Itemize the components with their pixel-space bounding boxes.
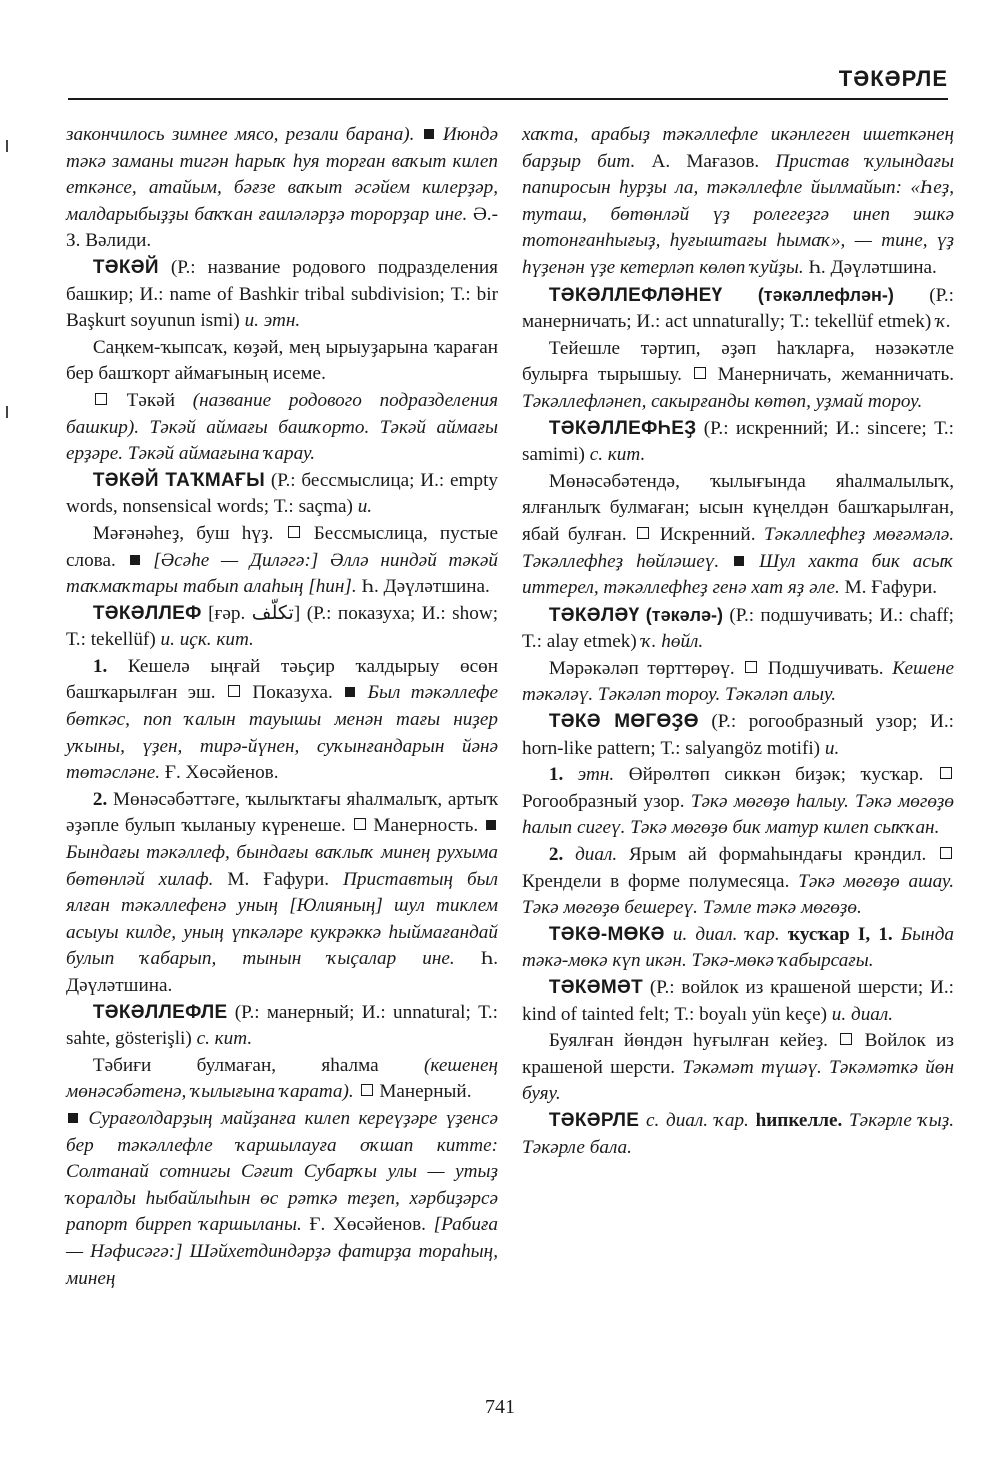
- example-text: Бында тәкә-мөкә күп икән. Тәкә-мөкә ҡабырсағы.: [522, 923, 954, 972]
- usage-label: этн.: [577, 764, 615, 786]
- example-text: Тәкәй аймағы башҡорто. Тәкәй аймағы ерҙәре. Тәкәй аймағына ҡарау.: [66, 416, 498, 465]
- running-header: [68, 62, 948, 100]
- white-square-icon: [637, 527, 649, 539]
- citation-author: М. Ғафури.: [844, 577, 938, 599]
- grammar-label: и.: [824, 737, 840, 759]
- translations: (Р.: искренний; И.: sincere; Т.: samimi): [522, 417, 954, 466]
- example-text: [Рабиға — Нәфисәгә:] Шәйхетдиндәрҙә фатирҙа тораһың, минең: [66, 1214, 499, 1289]
- running-head-word: ТӘКӘРЛЕ: [838, 66, 948, 91]
- margin-mark: [6, 140, 8, 152]
- sense-2: 2. диал. Ярым ай формаһындағы крәндил. Крендели в форме полумесяца. Тәкә мөгөҙө ашау. Тәкә мөгөҙө бешереү. Тәмле тәкә мөгөҙө.: [522, 844, 955, 919]
- grammar-label: с. кит.: [196, 1028, 253, 1050]
- white-square-icon: [940, 847, 952, 859]
- headword: ТӘКӘЛЛЕФ: [92, 602, 202, 624]
- example-text: [Әсәһе — Диләгә:] Әллә ниндәй тәкәй таҡмаҡтары табып алаһың [һин].: [66, 549, 498, 598]
- definition: Мәғәнәһеҙ, буш һүҙ. Бессмыслица, пустые слова. [Әсәһе — Диләгә:] Әллә ниндәй тәкәй таҡмаҡтары табып алаһың [һин]. Һ. Дәүләтшина.: [66, 522, 499, 598]
- definition: Тейешле тәртип, әҙәп һаҡларға, нәзәкәтле булырға тырышыу. Манерничать, жеманничать. Тәкәллефләнеп, сакырғанды көтөп, уҙмай тороу.: [522, 337, 954, 412]
- example-text: Тәкәрле ҡыҙ. Тәкәрле бала.: [522, 1109, 955, 1158]
- entry-taka-mogozo: [522, 709, 954, 762]
- headword: ТӘКӘ МӨГӨҘӨ: [548, 711, 699, 733]
- white-square-icon: [840, 1033, 852, 1045]
- black-square-icon: [130, 555, 140, 565]
- entry-takallefhez: [522, 416, 954, 469]
- entry-takallef: [66, 601, 498, 654]
- etymology: [ғәр. تكلّف]: [208, 602, 301, 624]
- translations: (Р.: показуха; И.: show; Т.: tekellüf): [66, 602, 499, 651]
- translations: (Р.: подшучивать; И.: chaff; Т.: alay etmek): [522, 604, 955, 653]
- translations: (Р.: рогообразный узор; И.: horn-like pattern; Т.: salyangöz motifi): [522, 711, 955, 759]
- sense-2: 2. Мөнәсәбәттәге, ҡылыҡтағы яһалмалыҡ, артыҡ әҙәпле булып ҡыланыу күренеше. Манерность. Бындағы тәкәллеф, бындағы ваҡлыҡ минең рухыма бөтөнләй хилаф. М. Ғафури. Приставтың был ялған тәкәллефенә уның [Юлияның] шул тиклем асыуы килде, уның үпкәләре кукрәккә һыймағандай булып ҡабарып, тынын ҡыҫалар ине. Һ. Дәүләтшина.: [66, 788, 499, 996]
- example-block: [66, 1106, 498, 1292]
- black-square-icon: [424, 129, 434, 139]
- example-text: Пристав ҡулындағы папиросын һурҙы ла, тәкәллефле йылмайып: «Һеҙ, туташ, бөтөнләй үҙ ролегеҙгә инеп эшкә тотонғанһығыҙ, һуғыштағы һымаҡ», — тине, үҙ һүҙенән үҙе кетерләп көлөп ҡуйҙы.: [522, 150, 955, 278]
- example-text: Шул хакта бик асыҡ иттерел, тәкәллефһеҙ генә хат яҙ әле.: [522, 550, 954, 599]
- right-column: [522, 122, 954, 1161]
- definition: Мәрәкәләп төрттөрөү. Подшучивать. Кешене тәкәләү. Тәкәләп тороу. Тәкәләп алыу.: [522, 657, 955, 706]
- grammar-label: с. диал. ҡар.: [645, 1109, 749, 1131]
- example-text: хаҡта, арабыҙ тәкәллефле икәнлеген ишеткәнең барҙыр бит.: [522, 124, 954, 172]
- headword: ТӘКӘЛЛЕФҺЕҘ: [548, 417, 697, 439]
- verb-stem: (тәкәллефлән-): [757, 284, 894, 305]
- example-text: Сурағолдарҙың майҙанға килеп кереүҙәре үҙенсә бер тәкәллефле ҡаршылауға оҡшап китте: Солтанай сотнигы Сәғит Субарҡы улы — утыҙ ҡоралды һыбайлыһын өс рәткә теҙеп, хәрбиҙәрсә рапорт бирреп ҡаршыланы.: [66, 1107, 498, 1236]
- sense-number: 1.: [548, 764, 564, 786]
- white-square-icon: [745, 661, 757, 673]
- grammar-label: с. кит.: [589, 444, 646, 466]
- sense-number: 1.: [92, 655, 108, 677]
- headword: ТӘКӘЛЛЕФЛЕ: [92, 1001, 228, 1023]
- entry-takay-takmagy: [66, 468, 498, 521]
- headword: ТӘКӘЛӘҮ: [548, 604, 640, 626]
- definition: Мөнәсәбәтендә, ҡылығында яһалмалылыҡ, ялғанлыҡ булмаған; ысын күңелдән башҡарылған, ябай булған. Искренний. Тәкәллефһеҙ мөғәмәлә. Тәкәллефһеҙ һөйләшеү. Шул хакта бик асыҡ иттерел, тәкәллефһеҙ генә хат яҙ әле. М. Ғафури.: [522, 470, 955, 599]
- headword: ТӘКӘЛЛЕФЛӘНЕҮ: [548, 284, 723, 306]
- entry-takalau: [522, 602, 954, 656]
- usage-label: диал.: [575, 844, 618, 866]
- headword: ТӘКӘ-МӨКӘ: [548, 923, 665, 945]
- page-number: 741: [485, 1396, 515, 1418]
- sense-1: 1. этн. Өйрөлтөп сиккән биҙәк; ҡусҡар. Рогообразный узор. Тәкә мөгөҙө һалыу. Тәкә мөгөҙө һалып сигеү. Тәкә мөгөҙө бик матур килеп сыҡҡан.: [522, 764, 954, 839]
- black-square-icon: [345, 687, 355, 697]
- example-text: Тәкәмәт түшәү. Тәкәмәткә йөн буяу.: [522, 1056, 954, 1105]
- example-text: закончилось зимнее мясо, резали барана).: [66, 124, 415, 145]
- citation-author: А. Мағазов.: [651, 150, 760, 172]
- example-text: Тәкәллефләнеп, сакырғанды көтөп, уҙмай тороу.: [522, 390, 923, 412]
- example-text: Тәкә мөгөҙө һалыу. Тәкә мөгөҙө һалып сигеү. Тәкә мөгөҙө бик матур килеп сыҡҡан.: [522, 790, 954, 839]
- definition: Саңкем-ҡыпсаҡ, көҙәй, мең ырыуҙарына ҡараған бер башҡорт аймағының исеме.: [66, 336, 498, 385]
- translations: (Р.: манерный; И.: unnatural; Т.: sahte, gösterişli): [66, 1001, 498, 1050]
- citation-author: Ғ. Хөсәйенов.: [164, 762, 279, 784]
- black-square-icon: [68, 1113, 78, 1123]
- example-text: Приставтың был ялған тәкәллефенә уның [Юлияның] шул тиклем асыуы килде, уның үпкәләре кукрәккә һыймағандай булып ҡабарып, тынын ҡыҫалар ине.: [66, 868, 498, 970]
- white-square-icon: [95, 393, 107, 405]
- grammar-label: ҡ. һөйл.: [641, 631, 704, 653]
- cross-reference: һипкелле.: [755, 1109, 843, 1131]
- headword: ТӘКӘЙ: [92, 256, 159, 278]
- citation-author: Һ. Дәүләтшина.: [361, 576, 490, 598]
- citation-author: Ә.-З. Вәлиди.: [66, 203, 498, 252]
- grammar-label: и. иҫк. кит.: [160, 629, 254, 651]
- citation-author: Ғ. Хөсәйенов.: [309, 1214, 426, 1236]
- citation-author: М. Ғафури.: [227, 868, 330, 890]
- headword: ТӘКӘЙ ТАҠМАҒЫ: [92, 469, 266, 491]
- example-text: Кешене тәкәләү. Тәкәләп тороу. Тәкәләп алыу.: [522, 657, 955, 706]
- example-text: Был тәкәллефе бөткәс, поп ҡалын тауышы менән тағы ниҙер уҡыны, үҙен, тирә-йүнен, суҡынғандарын йәнә төтәсләне.: [66, 682, 498, 784]
- cross-reference: ҡусҡар I, 1.: [787, 923, 893, 945]
- white-square-icon: [361, 1084, 373, 1096]
- verb-stem: (тәкәлә-): [645, 604, 724, 625]
- grammar-label: и. диал.: [831, 1003, 894, 1025]
- example-text: Тәкә мөгөҙө ашау. Тәкә мөгөҙө бешереү. Тәмле тәкә мөгөҙө.: [522, 870, 955, 919]
- white-square-icon: [940, 767, 952, 779]
- continued-text: [522, 122, 954, 282]
- entry-takamat: [522, 975, 954, 1028]
- translations: (Р.: название родового подразделения башкир; И.: name of Bashkir tribal subdivision; Т.: bir Başkurt soyunun ismi): [66, 256, 498, 332]
- citation-author: Һ. Дәүләтшина.: [808, 256, 937, 278]
- entry-takarle: [522, 1108, 954, 1161]
- headword: ТӘКӘРЛЕ: [548, 1109, 640, 1131]
- example-text: Бындағы тәкәллеф, бындағы ваҡлыҡ минең рухыма бөтөнләй хилаф.: [66, 842, 498, 890]
- entry-takalleflе: [66, 1000, 498, 1053]
- white-square-icon: [228, 685, 240, 697]
- translations: (Р.: войлок из крашеной шерсти; И.: kind of tainted felt; Т.: boyalı yün keçe): [522, 977, 954, 1025]
- sense-number: 2.: [548, 844, 564, 866]
- entry-takay: [66, 255, 498, 335]
- example-text: Тәкәллефһеҙ мөғәмәлә. Тәкәллефһеҙ һөйләшеү.: [522, 523, 955, 572]
- citation-author: Һ. Дәүләтшина.: [66, 948, 499, 996]
- grammar-label: ҡ.: [936, 311, 951, 333]
- headword: ТӘКӘМӘТ: [548, 977, 643, 998]
- black-square-icon: [486, 820, 496, 830]
- margin-mark: [6, 406, 8, 418]
- definition: Тәбиғи булмаған, яһалма (кешенең мөнәсәбәтенә, ҡылығына ҡарата). Манерный.: [66, 1054, 498, 1103]
- translations: (Р.: бессмыслица; И.: empty words, nonsensical words; Т.: saçma): [66, 469, 498, 518]
- sense-1: 1. Кешелә ыңғай тәьҫир ҡалдырыу өсөн башҡарылған эш. Показуха. Был тәкәллефе бөткәс, поп ҡалын тауышы менән тағы ниҙер уҡыны, үҙен, тирә-йүнен, суҡынғандарын йәнә төтәсләне. Ғ. Хөсәйенов.: [66, 655, 498, 784]
- white-square-icon: [694, 367, 706, 379]
- grammar-label: и.: [357, 496, 373, 518]
- translations: (Р.: манерничать; И.: act unnaturally; Т.: tekellüf etmek): [522, 284, 955, 333]
- grammar-label: и. этн.: [244, 310, 301, 332]
- white-square-icon: [354, 818, 366, 830]
- grammar-label: и. диал. ҡар.: [672, 923, 780, 945]
- definition: Буялған йөндән һуғылған кейеҙ. Войлок из крашеной шерсти. Тәкәмәт түшәү. Тәкәмәткә йөн буяу.: [522, 1030, 955, 1105]
- translation-block: Тәкәй (название родового подразделения башкир). Тәкәй аймағы башҡорто. Тәкәй аймағы ерҙәре. Тәкәй аймағына ҡарау.: [66, 389, 499, 465]
- entry-taka-moka: [522, 922, 954, 975]
- entry-takalleflaneu: [522, 282, 954, 336]
- black-square-icon: [734, 556, 744, 566]
- white-square-icon: [288, 526, 300, 538]
- sense-number: 2.: [92, 788, 108, 810]
- left-column: [66, 122, 498, 1292]
- example-text: Июндә тәкә заманы тигән һарыҡ һуя торған ваҡыт килеп еткәнсе, атайым, бәғзе ваҡыт әсәйем килерҙәр, малдарыбыҙҙы баҡҡан ғаиләләрҙә торорҙар ине.: [66, 124, 498, 225]
- continued-text: [66, 122, 498, 255]
